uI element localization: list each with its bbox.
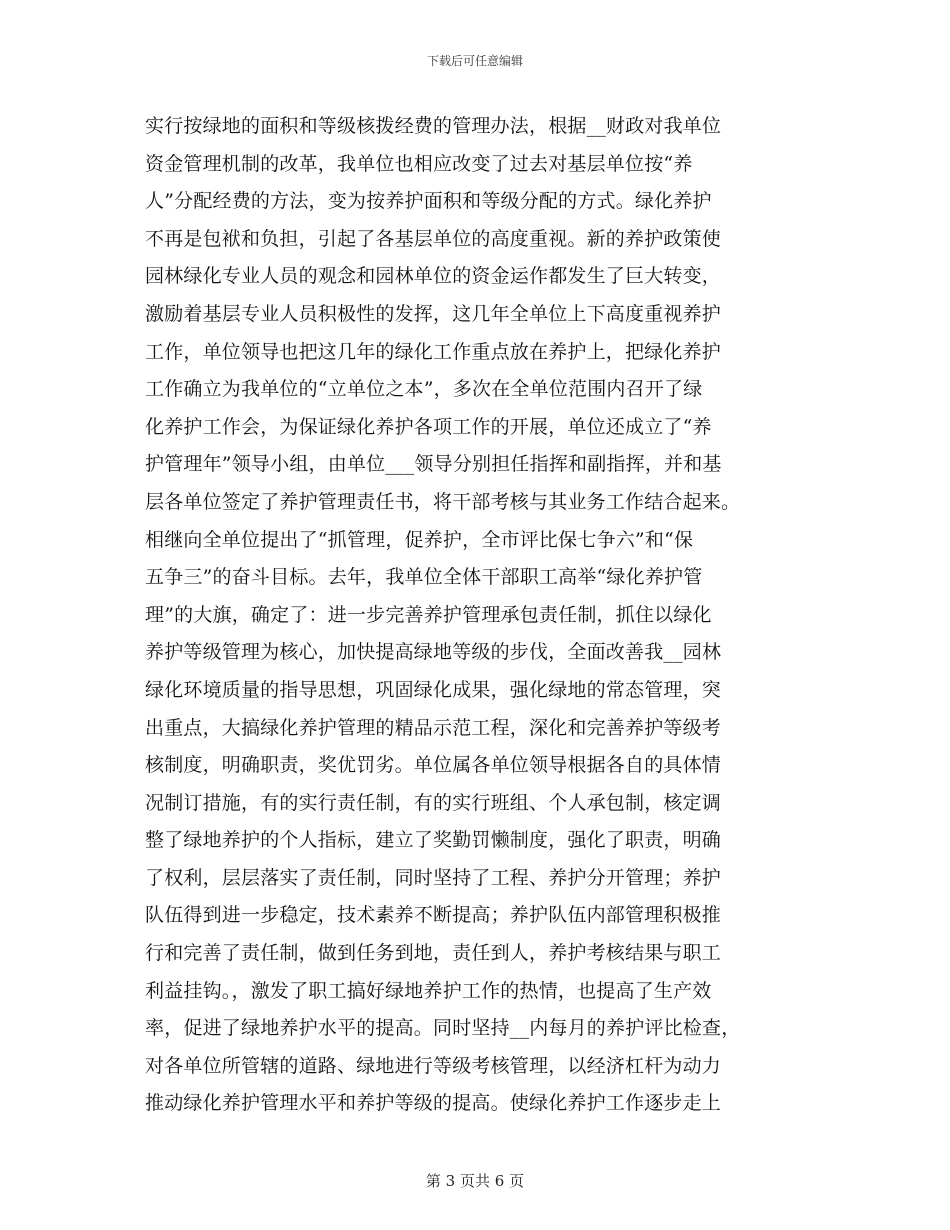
text-line: 绿化环境质量的指导思想，巩固绿化成果，强化绿地的常态管理，突 xyxy=(145,678,722,701)
text-line: 队伍得到进一步稳定，技术素养不断提高；养护队伍内部管理积极推 xyxy=(145,904,722,927)
text-line: 层各单位签定了养护管理责任书，将干部考核与其业务工作结合起来。 xyxy=(145,490,741,513)
text-line: 整了绿地养护的个人指标，建立了奖勤罚懒制度，强化了职责，明确 xyxy=(145,829,722,852)
text-line: 激励着基层专业人员积极性的发挥，这几年全单位上下高度重视养护 xyxy=(145,302,722,325)
text-line: 五争三”的奋斗目标。去年，我单位全体干部职工高举“绿化养护管 xyxy=(145,566,703,589)
text-line: 相继向全单位提出了“抓管理，促养护，全市评比保七争六”和“保 xyxy=(145,528,694,551)
text-line: 工作确立为我单位的“立单位之本”，多次在全单位范围内召开了绿 xyxy=(145,378,703,401)
text-line: 推动绿化养护管理水平和养护等级的提高。使绿化养护工作逐步走上 xyxy=(145,1092,722,1115)
text-line: 出重点，大搞绿化养护管理的精品示范工程，深化和完善养护等级考 xyxy=(145,716,722,739)
document-body xyxy=(145,108,805,1123)
text-line: 核制度，明确职责，奖优罚劣。单位属各单位领导根据各自的具体情 xyxy=(145,754,722,777)
text-line: 行和完善了责任制，做到任务到地，责任到人，养护考核结果与职工 xyxy=(145,942,722,965)
text-line: 利益挂钩。，激发了职工搞好绿地养护工作的热情，也提高了生产效 xyxy=(145,979,712,1002)
text-line: 工作，单位领导也把这几年的绿化工作重点放在养护上，把绿化养护 xyxy=(145,340,722,363)
text-line: 率，促进了绿地养护水平的提高。同时坚持__内每月的养护评比检查， xyxy=(145,1017,741,1040)
page-number: 第 3 页共 6 页 xyxy=(425,1172,525,1190)
text-line: 不再是包袱和负担，引起了各基层单位的高度重视。新的养护政策使 xyxy=(145,227,722,250)
text-line: 化养护工作会，为保证绿化养护各项工作的开展，单位还成立了“养 xyxy=(145,415,712,438)
text-line: 对各单位所管辖的道路、绿地进行等级考核管理，以经济杠杆为动力 xyxy=(145,1054,722,1077)
text-line: 理”的大旗，确定了：进一步完善养护管理承包责任制，抓住以绿化 xyxy=(145,603,712,626)
text-line: 实行按绿地的面积和等级核拨经费的管理办法，根据__财政对我单位 xyxy=(145,115,722,137)
text-line: 人”分配经费的方法，变为按养护面积和等级分配的方式。绿化养护 xyxy=(145,190,712,213)
text-line: 护管理年”领导小组，由单位___领导分别担任指挥和副指挥，并和基 xyxy=(145,453,722,476)
text-line: 况制订措施，有的实行责任制，有的实行班组、个人承包制，核定调 xyxy=(145,791,722,814)
text-line: 园林绿化专业人员的观念和园林单位的资金运作都发生了巨大转变， xyxy=(145,265,722,288)
page-header: 下载后可任意编辑 xyxy=(426,54,523,68)
text-line: 资金管理机制的改革，我单位也相应改变了过去对基层单位按“养 xyxy=(145,152,693,175)
text-line: 养护等级管理为核心，加快提高绿地等级的步伐，全面改善我__园林 xyxy=(145,641,722,664)
text-line: 了权利，层层落实了责任制，同时坚持了工程、养护分开管理；养护 xyxy=(145,866,722,889)
